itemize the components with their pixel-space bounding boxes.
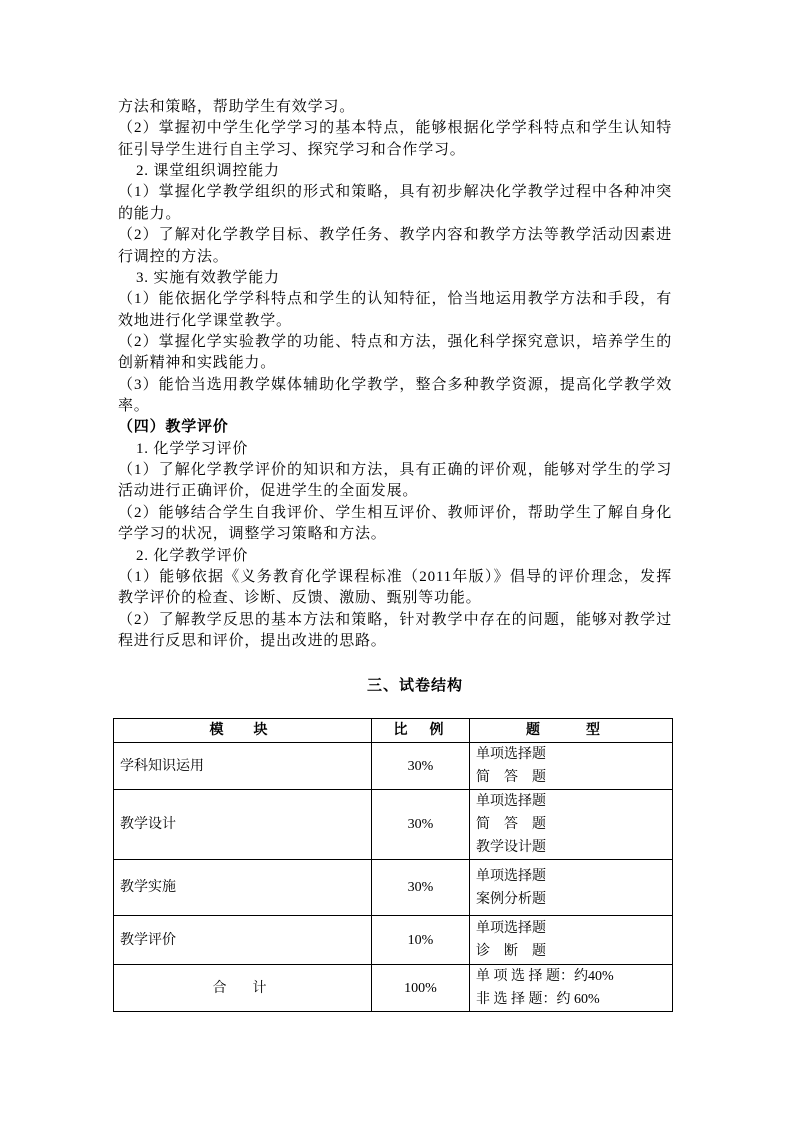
- total-question-type-cell: [470, 965, 673, 1012]
- paragraph: （2）了解对化学教学目标、教学任务、教学内容和教学方法等教学活动因素进行调控的方法。: [118, 227, 672, 265]
- subsection-heading: 3. 实施有效教学能力: [136, 269, 280, 286]
- table-total-row: [114, 965, 673, 1012]
- table-row: [114, 860, 673, 916]
- question-type-cell: [470, 790, 673, 860]
- question-type: 单项选择题: [476, 868, 546, 884]
- question-type-cell: [470, 860, 673, 916]
- subsection-heading: 2. 课堂组织调控能力: [136, 163, 280, 180]
- module-cell: 教学评价: [114, 916, 372, 965]
- question-type: 单项选择题: [476, 921, 546, 936]
- table-header-row: [114, 719, 673, 743]
- subsection-heading: 1. 化学学习评价: [136, 440, 249, 457]
- paragraph: （1）能够依据《义务教育化学课程标准（2011年版）》倡导的评价理念，发挥教学评价的检查、诊断、反馈、激励、甄别等功能。: [118, 568, 672, 607]
- module-cell: 教学设计: [114, 790, 372, 860]
- question-type-cell: [470, 916, 673, 965]
- table-row: [114, 790, 673, 860]
- question-type: 案例分析题: [476, 891, 546, 907]
- ratio-cell: 30%: [372, 860, 470, 916]
- total-ratio-cell: 100%: [372, 965, 470, 1012]
- question-type: 单项选择题: [476, 794, 546, 809]
- module-cell: 教学实施: [114, 860, 372, 916]
- header-module: 模 块: [114, 719, 372, 743]
- question-type-share: 非 选 择 题：约 60%: [476, 992, 600, 1007]
- header-ratio: 比 例: [372, 719, 470, 743]
- paragraph: （1）了解化学教学评价的知识和方法，具有正确的评价观，能够对学生的学习活动进行正确评价，促进学生的全面发展。: [118, 462, 672, 500]
- paragraph: （2）能够结合学生自我评价、学生相互评价、教师评价，帮助学生了解自身化学学习的状况，调整学习策略和方法。: [118, 504, 672, 543]
- ratio-cell: 30%: [372, 743, 470, 790]
- paragraph: 方法和策略，帮助学生有效学习。: [118, 99, 356, 115]
- table-row: [114, 916, 673, 965]
- paragraph: （2）掌握初中学生化学学习的基本特点，能够根据化学学科特点和学生认知特征引导学生进行自主学习、探究学习和合作学习。: [118, 120, 672, 158]
- ratio-cell: 10%: [372, 916, 470, 965]
- module-cell: 学科知识运用: [114, 743, 372, 790]
- exam-structure-title: 三、试卷结构: [367, 678, 464, 694]
- ratio-cell: 30%: [372, 790, 470, 860]
- question-type-cell: [470, 743, 673, 790]
- section-heading: （四）教学评价: [118, 419, 229, 436]
- question-type: 简 答 题: [476, 770, 546, 785]
- question-type: 诊 断 题: [476, 944, 546, 959]
- body-text: [118, 97, 672, 652]
- question-type: 单项选择题: [476, 747, 546, 762]
- question-type-share: 单 项 选 择 题：约40%: [476, 969, 614, 984]
- question-type: 教学设计题: [476, 840, 546, 855]
- subsection-heading: 2. 化学教学评价: [136, 547, 249, 564]
- paragraph: （3）能恰当选用教学媒体辅助化学教学，整合多种教学资源，提高化学教学效率。: [118, 376, 672, 415]
- paragraph: （2）了解教学反思的基本方法和策略，针对教学中存在的问题，能够对教学过程进行反思和评价，提出改进的思路。: [118, 611, 672, 649]
- exam-structure-table: [113, 718, 673, 1012]
- total-label-cell: 合 计: [114, 965, 372, 1012]
- table-row: [114, 743, 673, 790]
- header-question-type: 题 型: [470, 719, 673, 743]
- question-type: 简 答 题: [476, 817, 546, 832]
- paragraph: （1）能依据化学学科特点和学生的认知特征，恰当地运用教学方法和手段，有效地进行化学课堂教学。: [118, 291, 672, 329]
- paragraph: （2）掌握化学实验教学的功能、特点和方法，强化科学探究意识，培养学生的创新精神和实践能力。: [118, 333, 672, 372]
- paragraph: （1）掌握化学教学组织的形式和策略，具有初步解决化学教学过程中各种冲突的能力。: [118, 184, 672, 222]
